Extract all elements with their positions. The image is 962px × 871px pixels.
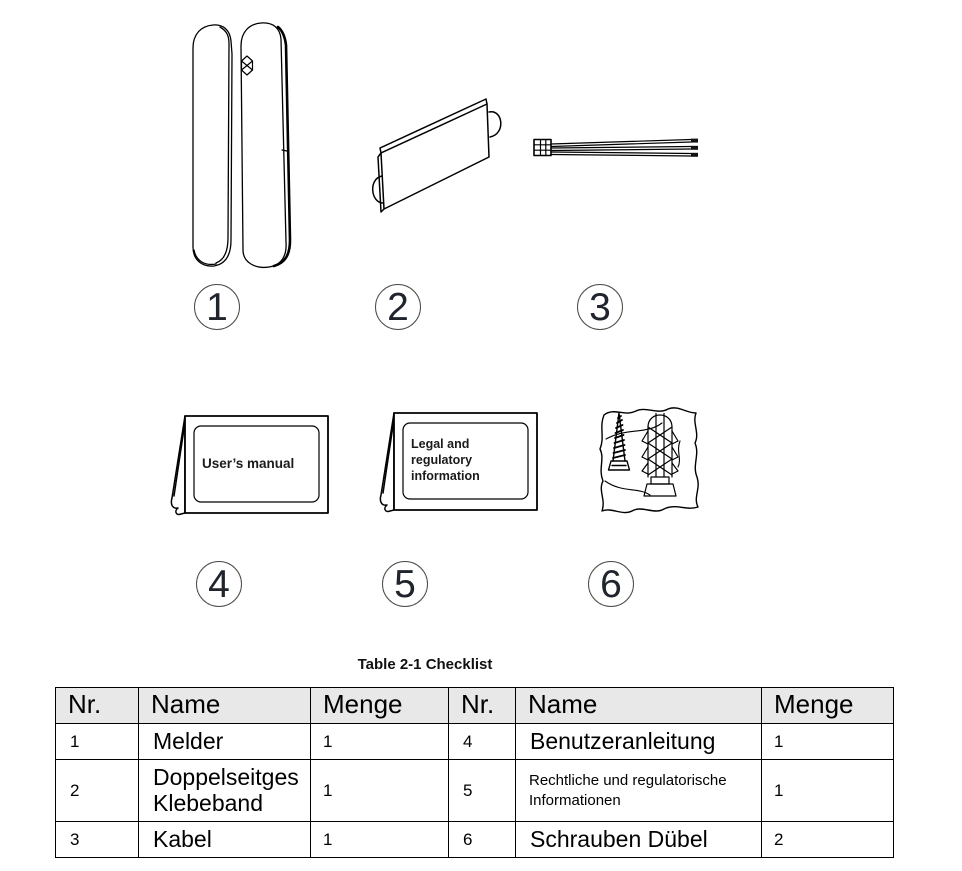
column-header-name-right: Name [516, 688, 762, 724]
figure-number-6: 6 [588, 561, 634, 607]
cell-nr: 2 [56, 760, 139, 822]
cell-menge: 1 [311, 822, 449, 858]
checklist-table [55, 687, 894, 858]
cell-name: Rechtliche und regulatorische Informationen [516, 760, 762, 822]
figure-number-5: 5 [382, 561, 428, 607]
table-caption: Table 2-1 Checklist [357, 656, 493, 673]
column-header-name-left: Name [139, 688, 311, 724]
double-sided-tape-illustration [356, 96, 508, 218]
figure-number-1: 1 [194, 284, 240, 330]
column-header-menge-right: Menge [762, 688, 894, 724]
figure-number-4: 4 [196, 561, 242, 607]
figure-number-3: 3 [577, 284, 623, 330]
table-header-row [56, 688, 894, 724]
cell-menge: 1 [311, 760, 449, 822]
cell-name: Benutzeranleitung [516, 724, 762, 760]
cell-menge: 1 [762, 760, 894, 822]
legal-info-booklet [379, 407, 543, 519]
cell-nr: 6 [449, 822, 516, 858]
cell-nr: 1 [56, 724, 139, 760]
detector-illustration [183, 14, 303, 276]
table-row [56, 822, 894, 858]
figure-number-2: 2 [375, 284, 421, 330]
cell-name: Kabel [139, 822, 311, 858]
cell-nr: 4 [449, 724, 516, 760]
legal-info-cover-text: Legal and regulatory information [411, 436, 480, 484]
table-row [56, 724, 894, 760]
users-manual-booklet [170, 410, 334, 522]
cell-name: Melder [139, 724, 311, 760]
cell-menge: 1 [311, 724, 449, 760]
table-row [56, 760, 894, 822]
column-header-nr-left: Nr. [56, 688, 139, 724]
cell-nr: 5 [449, 760, 516, 822]
cell-name: Doppelseitges Klebeband [139, 760, 311, 822]
cable-illustration [533, 135, 703, 161]
screw-anchor-bag-illustration [588, 399, 714, 525]
cell-nr: 3 [56, 822, 139, 858]
users-manual-cover-text: User’s manual [202, 455, 295, 471]
column-header-nr-right: Nr. [449, 688, 516, 724]
cell-menge: 2 [762, 822, 894, 858]
cell-name: Schrauben Dübel [516, 822, 762, 858]
column-header-menge-left: Menge [311, 688, 449, 724]
cell-menge: 1 [762, 724, 894, 760]
